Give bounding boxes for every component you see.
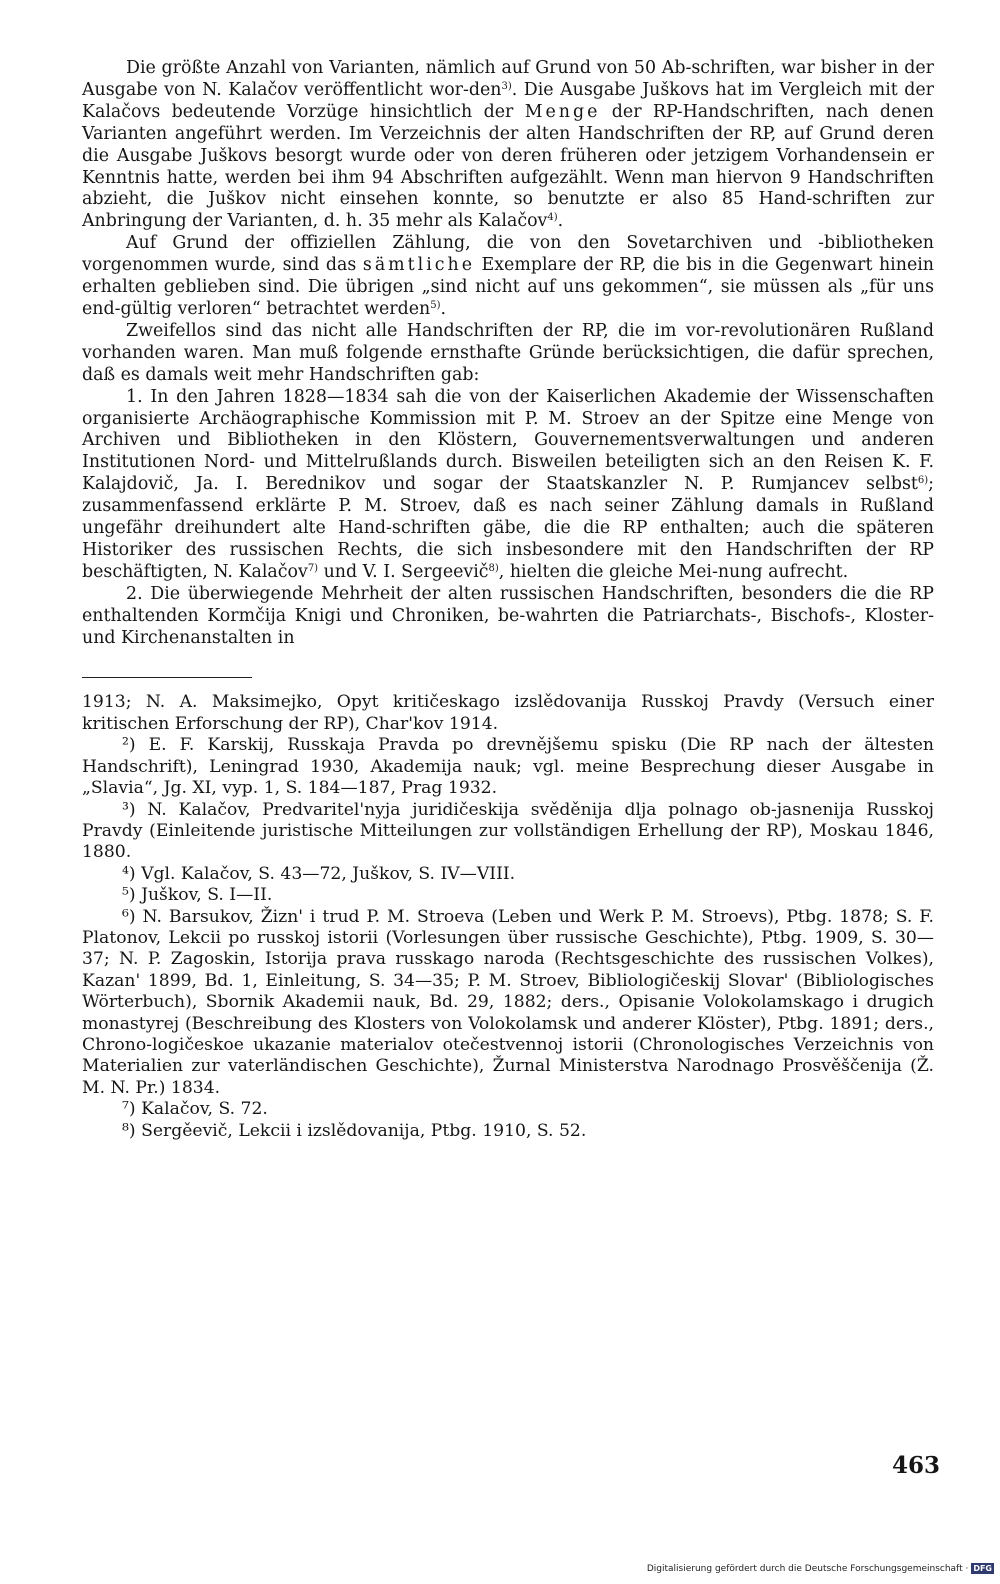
text-run: der RP-Handschriften, nach denen Varianten angeführt werden. Im Verzeichnis der alten Handschriften der RP, auf Grund deren die Ausgabe Juškovs besorgt wurde oder von deren früheren oder jetzigem Vorhandensein er Kenntnis hatte, werden bei ihm 94 Abschriften aufgezählt. Wenn man hiervon 9 Handschriften abzieht, die Juškov nicht einsehen konnte, so benutzte er also 85 Hand-schriften zur Anbringung der Varianten, d. h. 35 mehr als Kalačov: [82, 101, 934, 232]
text-run: Exemplare der RP, die bis in die Gegenwart hinein erhalten geblieben sind. Die übrigen „sind nicht auf uns gekommen“, sie müssen als „für uns end-gültig verloren“ betrachtet werden: [82, 255, 934, 319]
footnotes: [82, 692, 934, 1142]
footnote-2: [82, 735, 934, 799]
text-run: . Die Ausgabe Juškovs hat im Vergleich mit der Kalačovs bedeutende Vorzüge hinsichtlich der: [82, 79, 934, 122]
main-text: [82, 58, 934, 649]
footnote-ref-8[interactable]: 8): [488, 562, 499, 574]
paragraph-3: Zweifellos sind das nicht alle Handschriften der RP, die im vor-revolutionären Rußland vorhanden waren. Man muß folgende ernsthafte Gründe berücksichtigen, die dafür sprechen, daß es damals weit mehr Handschriften gab:: [82, 320, 934, 385]
footnote-6: [82, 907, 934, 1100]
page-number: 463: [891, 1452, 940, 1479]
footnote-text: Kalačov, S. 72.: [135, 1099, 268, 1120]
footnote-7: [82, 1099, 934, 1120]
footnote-text: N. Kalačov, Predvaritel'nyja juridičeskija svěděnija dlja polnago ob-jasnenija Russkoj Pravdy (Einleitende juristische Mitteilungen zur vollständigen Erhellung der RP), Moskau 1846, 1880.: [82, 799, 934, 863]
footnote-5: [82, 885, 934, 906]
footnote-4: [82, 864, 934, 885]
emphasis-saemtliche: sämtliche: [362, 255, 476, 276]
footnote-mark: ⁵): [122, 885, 136, 906]
footnote-text: E. F. Karskij, Russkaja Pravda po drevnějšemu spisku (Die RP nach der ältesten Handschrift), Leningrad 1930, Akademija nauk; vgl. meine Besprechung dieser Ausgabe in „Slavia“, Jg. XI, vyp. 1, S. 184—187, Prag 1932.: [82, 735, 934, 799]
footnote-mark: ⁴): [122, 863, 136, 884]
paragraph-5: 2. Die überwiegende Mehrheit der alten russischen Handschriften, besonders die die RP enthaltenden Kormčija Knigi und Chroniken, be-wahrten die Patriarchats-, Bischofs-, Kloster- und Kirchenanstalten in: [82, 583, 934, 648]
footnote-text: N. Barsukov, Žizn' i trud P. M. Stroeva (Leben und Werk P. M. Stroevs), Ptbg. 1878; S. F. Platonov, Lekcii po russkoj istorii (Vorlesungen über russische Geschichte), Ptbg. 1909, S. 30—37; N. P. Zagoskin, Istorija prava russkago naroda (Rechtsgeschichte des russischen Volkes), Kazan' 1899, Bd. 1, Einleitung, S. 34—35; P. M. Stroev, Bibliologičeskij Slovar' (Bibliologisches Wörterbuch), Sbornik Akademii nauk, Bd. 29, 1882; ders., Opisanie Volokolamskago i drugich monastyrej (Beschreibung des Klosters von Volokolamsk und anderer Klöster), Ptbg. 1891; ders., Chrono-logičeskoe ukazanie materialov otečestvennoj istorii (Chronologisches Verzeichnis von Materialien zur vaterländischen Geschichte), Žurnal Ministerstva Narodnago Prosvěščenija (Ž. M. N. Pr.) 1834.: [82, 906, 934, 1098]
footnote-text: Juškov, S. I—II.: [135, 885, 273, 906]
digitization-credit: [647, 1563, 994, 1574]
footnote-ref-5[interactable]: 5): [430, 299, 441, 311]
footnote-mark: ⁸): [122, 1120, 136, 1141]
footnote-continuation: 1913; N. A. Maksimejko, Opyt kritičeskago izslědovanija Russkoj Pravdy (Versuch einer kritischen Erforschung der RP), Char'kov 1914.: [82, 692, 934, 734]
footnote-ref-3[interactable]: 3): [501, 80, 512, 92]
footnote-ref-4[interactable]: 4): [547, 212, 558, 224]
text-run: und V. I. Sergeevič: [318, 561, 489, 582]
text-run: 1. In den Jahren 1828—1834 sah die von der Kaiserlichen Akademie der Wissenschaften organisierte Archäographische Kommission mit P. M. Stroev an der Spitze eine Menge von Archiven und Bibliotheken in den Klöstern, Gouvernementsverwaltungen und anderen Institutionen Nord- und Mittelrußlands durch. Bisweilen beteiligten sich an den Reisen K. F. Kalajdovič, Ja. I. Berednikov und sogar der Staatskanzler N. P. Rumjancev selbst: [82, 386, 934, 495]
paragraph-1: [82, 58, 934, 233]
text-run: Auf Grund der offiziellen Zählung, die von den Sovetarchiven und -bibliotheken vorgenommen wurde, sind das: [82, 233, 934, 276]
footnote-text: Vgl. Kalačov, S. 43—72, Juškov, S. IV—VIII.: [135, 863, 516, 884]
footnote-mark: ²): [122, 735, 136, 756]
paragraph-4: [82, 387, 934, 584]
footnote-ref-6[interactable]: 6): [917, 475, 929, 487]
footnote-3: [82, 800, 934, 864]
footnote-text: Sergěevič, Lekcii i izslědovanija, Ptbg. 1910, S. 52.: [135, 1120, 587, 1141]
page-body: [82, 58, 934, 1142]
footnote-mark: ⁶): [122, 906, 136, 927]
paragraph-2: [82, 233, 934, 321]
footnote-mark: ⁷): [122, 1099, 136, 1120]
footnote-divider: [82, 677, 252, 678]
text-run: Die größte Anzahl von Varianten, nämlich auf Grund von 50 Ab-schriften, war bisher in der Ausgabe von N. Kalačov veröffentlicht wor-den: [82, 58, 934, 100]
footnote-ref-7[interactable]: 7): [307, 562, 319, 574]
text-run: .: [557, 211, 564, 232]
digitization-note: Digitalisierung gefördert durch die Deutsche Forschungsgemeinschaft ·: [646, 1563, 969, 1574]
text-run: .: [440, 298, 447, 319]
emphasis-menge: Menge: [524, 101, 601, 122]
text-run: ; zusammenfassend erklärte P. M. Stroev, daß es nach seiner Zählung damals in Rußland ungefähr dreihundert alte Hand-schriften gäbe, die die RP enthalten; auch die späteren Historiker des russischen Rechts, die sich insbesondere mit den Handschriften der RP beschäftigten, N. Kalačov: [82, 474, 934, 582]
dfg-logo: DFG: [973, 1564, 992, 1573]
footnote-8: [82, 1121, 934, 1142]
footnote-mark: ³): [122, 799, 136, 820]
text-run: , hielten die gleiche Mei-nung aufrecht.: [498, 561, 849, 582]
